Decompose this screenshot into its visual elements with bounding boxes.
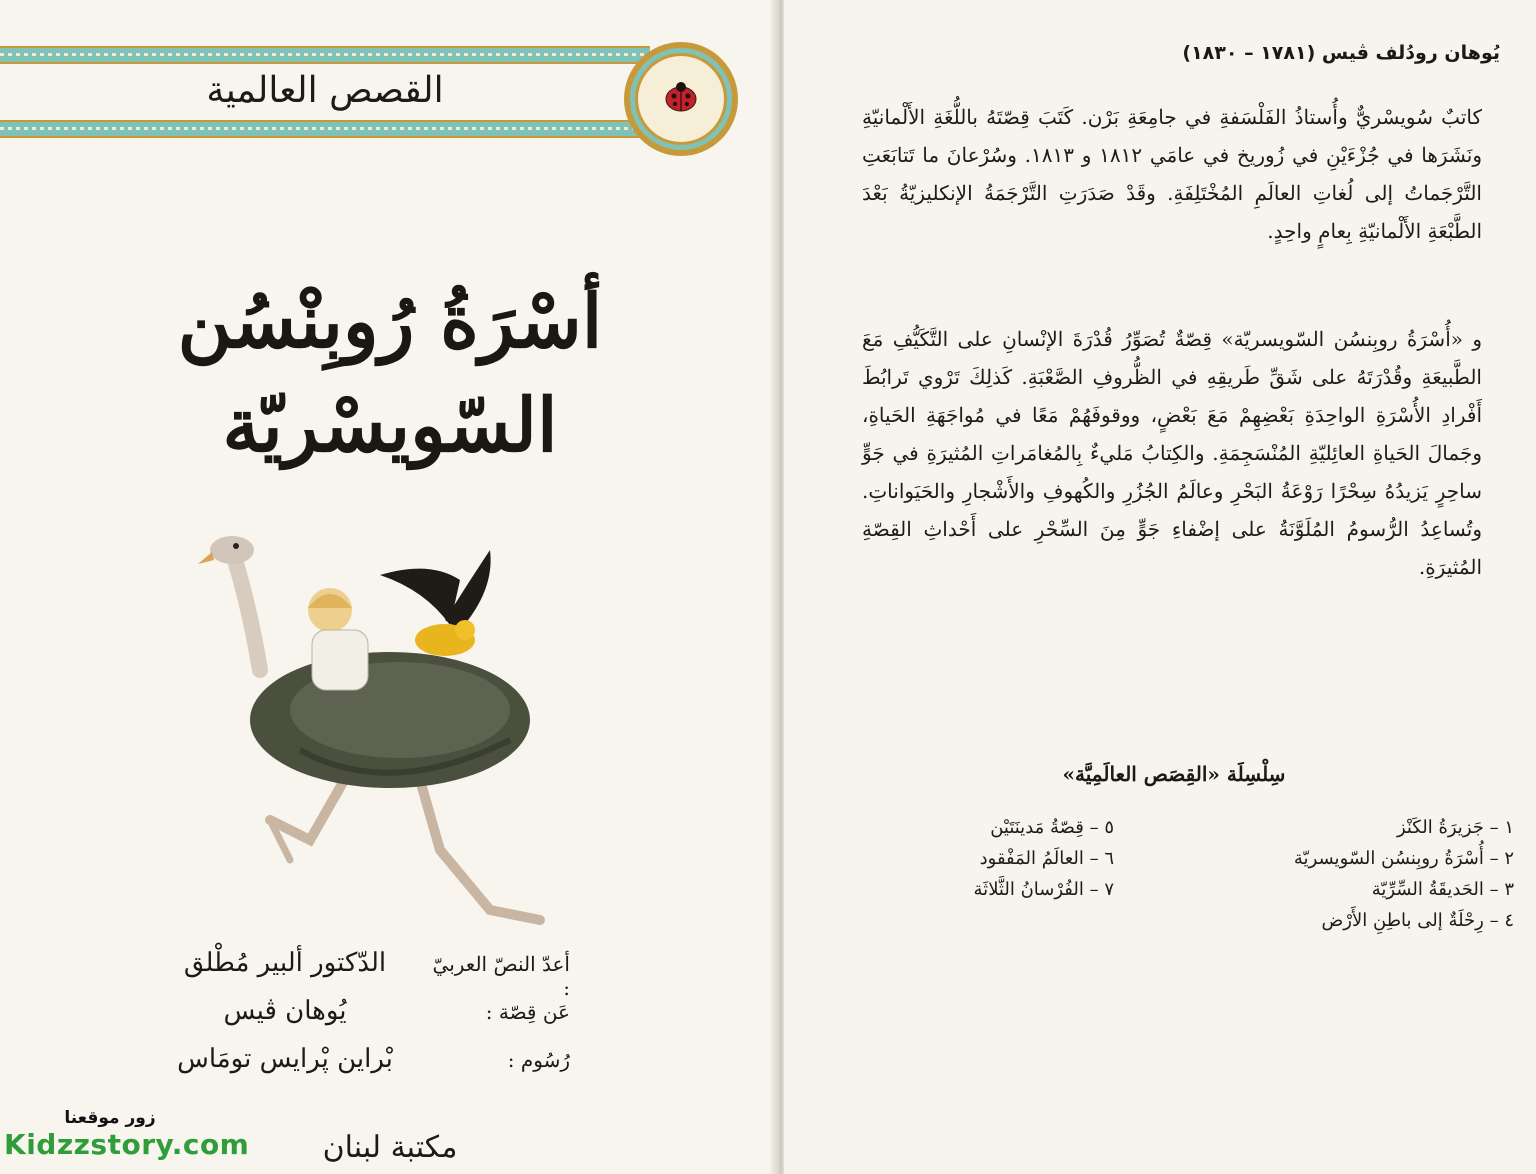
author-heading: يُوهان رودُلف ڤيس (١٧٨١ – ١٨٣٠): [1182, 42, 1500, 64]
series-list-heading: سِلْسِلَة «القِصَص العالَمِيَّة»: [1062, 762, 1286, 786]
credit-label: عَن قِصّة :: [485, 1000, 570, 1024]
ladybird-icon: [664, 82, 698, 112]
series-list-item: ٢ – أُسْرَةُ روبِنسُن السّويسريّة: [1293, 848, 1514, 869]
credit-row-adapter: [150, 948, 570, 1000]
book-title-line-1: أسْرَةُ رُوبِنْسُن: [177, 279, 603, 365]
series-list-item: ٥ – قِصّةُ مَدينَتَيْن: [990, 817, 1114, 838]
credits-block: [150, 948, 570, 1092]
series-list-column-left: [934, 812, 1114, 905]
series-list-item: ٣ – الحَديقَةُ السِّرِّيّة: [1371, 879, 1514, 900]
series-list-item: ١ – جَزيرَةُ الكَنْز: [1396, 817, 1514, 838]
credit-value: يُوهان ڤيس: [223, 996, 347, 1026]
series-list-item: ٦ – العالَمُ المَفْقود: [979, 848, 1114, 869]
intro-paragraph-1: كاتبٌ سُويسْريٌّ وأُستاذُ الفَلْسَفةِ في جامِعَةِ بَرْن. كَتَبَ قِصّتَهُ باللُّغَةِ الأَلْمانيّةِ ونَشَرَها في جُزْءَيْنِ في زُوريخ في عامَي ١٨١٢ و ١٨١٣. وسُرْعانَ ما تَتابَعَتِ التَّرْجَماتُ إلى لُغاتِ العالَمِ المُخْتَلِفَةِ. وقَدْ صَدَرَتِ التَّرْجَمَةُ الإنكليزيّةُ بَعْدَ الطَّبْعَةِ الأَلْمانيّةِ بِعامٍ واحِدٍ.: [862, 105, 1483, 243]
banner-band-top: [0, 46, 650, 64]
series-list-column-right: [1254, 812, 1514, 936]
intro-paragraph-2: و «أُسْرَةُ روبِنسُن السّويسريّة» قِصّةٌ تُصَوِّرُ قُدْرَةَ الإنْسانِ على التَّكَيُّفِ مَعَ الطَّبيعَةِ وقُدْرَتَهُ على شَقِّ طَريقِهِ في الظُّروفِ الصَّعْبَةِ. كَذلِكَ تَرْوي تَرابُطَ أَفْرادِ الأُسْرَةِ الواحِدَةِ بَعْضِهِمْ مَعَ بَعْضٍ، ووقوفَهُمْ مَعًا في مُواجَهَةِ الحَياةِ، وجَمالَ الحَياةِ العائِليّةِ المُنْسَجِمَةِ. والكِتابُ مَليءٌ بِالمُغامَراتِ المُثيرَةِ في جَوٍّ ساحِرٍ يَزيدُهُ سِحْرًا رَوْعَةُ البَحْرِ وعالَمُ الجُزُرِ والكُهوفِ والأَشْجارِ والحَيَواناتِ. وتُساعِدُ الرُّسومُ المُلَوَّنَةُ على إضْفاءِ جَوٍّ مِنَ السِّحْرِ على أَحْداثِ القِصّةِ المُثيرَةِ.: [862, 327, 1482, 579]
watermark-visit-text: زور موقعنا: [64, 1108, 156, 1128]
book-title-line-2: السّويسْريّة: [222, 383, 558, 469]
watermark-url[interactable]: Kidzzstory.com: [4, 1128, 250, 1161]
banner-band-bottom: [0, 120, 650, 138]
credit-row-illustrator: [150, 1044, 570, 1092]
book-title: [90, 270, 690, 478]
credit-row-author: [150, 996, 570, 1044]
credit-label: رُسُوم :: [507, 1048, 570, 1072]
series-list-item: ٧ – الفُرْسانُ الثَّلاثَة: [973, 879, 1114, 900]
credit-value: بْراين پْرايس تومَاس: [177, 1044, 393, 1074]
credit-value: الدّكتور ألبير مُطْلق: [183, 948, 387, 978]
series-banner-title: القصص العالمية: [206, 70, 444, 111]
series-banner: [0, 40, 776, 144]
intro-page: [784, 0, 1536, 1174]
series-list-item: ٤ – رِحْلَةٌ إلى باطِنِ الأَرْض: [1321, 910, 1514, 931]
ladybird-medallion: [624, 42, 738, 156]
credit-label: أعدّ النصّ العربيّ :: [432, 952, 570, 1000]
ostrich-rider-illustration: [190, 520, 570, 950]
publisher-name: مكتبة لبنان: [322, 1130, 458, 1165]
